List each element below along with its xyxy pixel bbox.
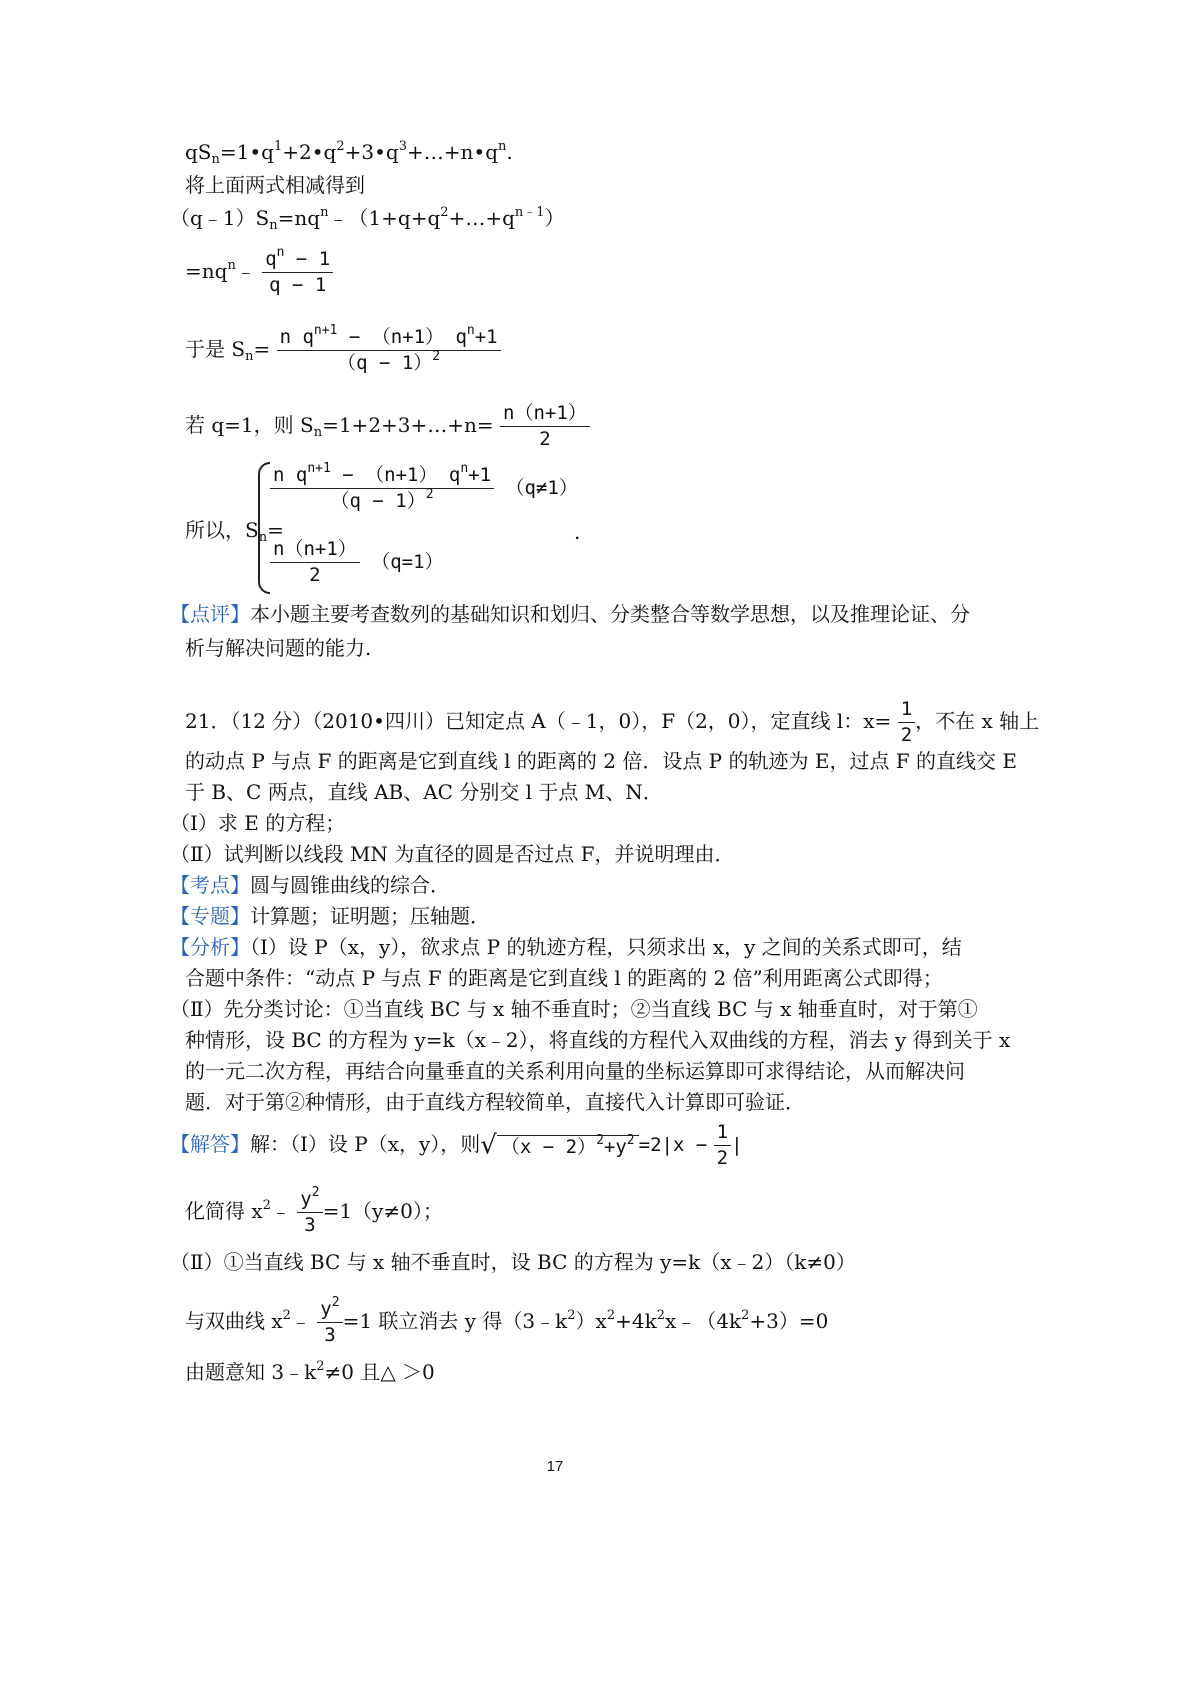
- answer-line-5: 由题意知 $3﹣k^2\ne 0$ 且△ ＞0: [185, 1359, 435, 1384]
- analysis-line-1: 【分析】（Ⅰ）设 P（x，y），欲求点 P 的轨迹方程，只须求出 x，y 之间的关系式即可，结: [170, 935, 962, 959]
- equation-line-nqn: $=nq^n﹣$ $\frac{q^n - 1}{q - 1}$: [185, 250, 333, 295]
- equation-line-piecewise-label: 所以，$S_n=$: [185, 518, 284, 545]
- zhuanti-line: 【专题】计算题；证明题；压轴题．: [170, 904, 490, 928]
- zhuanti-tag: 【专题】: [170, 904, 250, 928]
- answer-tag: 【解答】: [170, 1132, 250, 1156]
- kaodian-tag: 【考点】: [170, 873, 250, 897]
- fraction: $\frac{n q^{n+1} - (n+1) q^n+1}{(q - 1)^2}$: [277, 328, 501, 373]
- fraction: $\frac{n(n+1)}{2}$: [500, 404, 590, 449]
- comment-tag: 【点评】: [170, 602, 250, 626]
- piecewise-case-1: $\frac{n q^{n+1} - (n+1) q^n+1}{(q - 1)^2}$ （q≠1）: [270, 466, 578, 511]
- q21-line-1: 21．（12 分）（2010•四川）已知定点 A（﹣1，0），F（2，0），定直线 l：x= $\frac{1}{2}$ ，不在 x 轴上: [185, 698, 1040, 746]
- fraction: $\frac{1}{2}$: [714, 1123, 731, 1168]
- q21-part-2: （Ⅱ）试判断以线段 MN 为直径的圆是否过点 F，并说明理由．: [170, 842, 735, 866]
- sqrt-icon: √: [480, 1130, 497, 1161]
- answer-line-1: 【解答】解：（Ⅰ）设 P（x，y），则√ $(x - 2)^2+y^2 =2|x$ − $\frac{1}{2}$ |: [170, 1121, 743, 1169]
- answer-line-3: （Ⅱ）①当直线 BC 与 x 轴不垂直时，设 BC 的方程为 y=k（x﹣2）（k≠0）: [170, 1250, 856, 1274]
- analysis-line-6: 题．对于第②种情形，由于直线方程较简单，直接代入计算即可验证．: [185, 1090, 805, 1114]
- fraction: $\frac{1}{2}$: [898, 700, 915, 745]
- analysis-line-4: 种情形，设 BC 的方程为 y=k（x﹣2），将直线的方程代入双曲线的方程，消去 y 得到关于 x: [185, 1028, 1011, 1052]
- comment-line-1: 【点评】本小题主要考查数列的基础知识和划归、分类整合等数学思想，以及推理论证、分: [170, 602, 970, 626]
- equation-line-q-equals-1: 若 q=1，则 $S_n=1+2+3+\dots+n=$ $\frac{n(n+1)}{2}$: [185, 404, 590, 449]
- piecewise-period: .: [574, 520, 581, 544]
- text-line-subtract: 将上面两式相减得到: [185, 173, 365, 197]
- q21-line-2: 的动点 P 与点 F 的距离是它到直线 l 的距离的 2 倍．设点 P 的轨迹为 E，过点 F 的直线交 E: [185, 749, 1017, 773]
- equation-line-difference: $(q﹣1)S_n=nq^n﹣(1+q+q^2+\dots+q^{n﹣1})$: [170, 205, 565, 233]
- answer-line-2: 化简得 $x^2﹣$ $\frac{y^2}{3}$ =1（y≠0）；: [185, 1185, 443, 1236]
- radicand: $(x - 2)^2+y^2$: [497, 1135, 639, 1157]
- analysis-line-5: 的一元二次方程，再结合向量垂直的关系利用向量的坐标运算即可求得结论，从而解决问: [185, 1059, 965, 1083]
- q21-line-3: 于 B、C 两点，直线 AB、AC 分别交 l 于点 M、N．: [185, 780, 663, 804]
- q21-part-1: （Ⅰ）求 E 的方程；: [170, 811, 346, 835]
- equation-line-sn-result: 于是 $S_n=$ $\frac{n q^{n+1} - (n+1) q^n+1}{(q - 1)^2}$: [185, 328, 501, 373]
- answer-line-4: 与双曲线 $x^2﹣$ $\frac{y^2}{3}$ =1 联立消去 y 得$(3﹣k^2)x^2+4k^2x﹣(4k^2+3)=0$: [185, 1295, 829, 1346]
- analysis-line-3: （Ⅱ）先分类讨论：①当直线 BC 与 x 轴不垂直时；②当直线 BC 与 x 轴垂直时，对于第①: [170, 997, 978, 1021]
- kaodian-line: 【考点】圆与圆锥曲线的综合．: [170, 873, 450, 897]
- comment-line-2: 析与解决问题的能力.: [185, 636, 372, 660]
- equation-line-qsn: $qS_n=1•q^1+2•q^2+3•q^3+\dots+n•q^n$.: [185, 139, 513, 167]
- page-number: 17: [546, 1458, 564, 1475]
- piecewise-case-2: $\frac{n(n+1)}{2}$ （q=1）: [270, 540, 444, 585]
- analysis-line-2: 合题中条件：“动点 P 与点 F 的距离是它到直线 l 的距离的 2 倍”利用距离公式即得；: [185, 966, 943, 990]
- fraction: $\frac{y^2}{3}$: [297, 1190, 322, 1235]
- fraction: $\frac{y^2}{3}$: [317, 1300, 342, 1345]
- piecewise-brace: [258, 462, 270, 594]
- fraction: $\frac{n q^{n+1} - (n+1) q^n+1}{(q - 1)^2}$: [270, 466, 494, 511]
- fraction: $\frac{n(n+1)}{2}$: [270, 540, 360, 585]
- analysis-tag: 【分析】: [170, 935, 250, 959]
- fraction: $\frac{q^n - 1}{q - 1}$: [262, 250, 333, 295]
